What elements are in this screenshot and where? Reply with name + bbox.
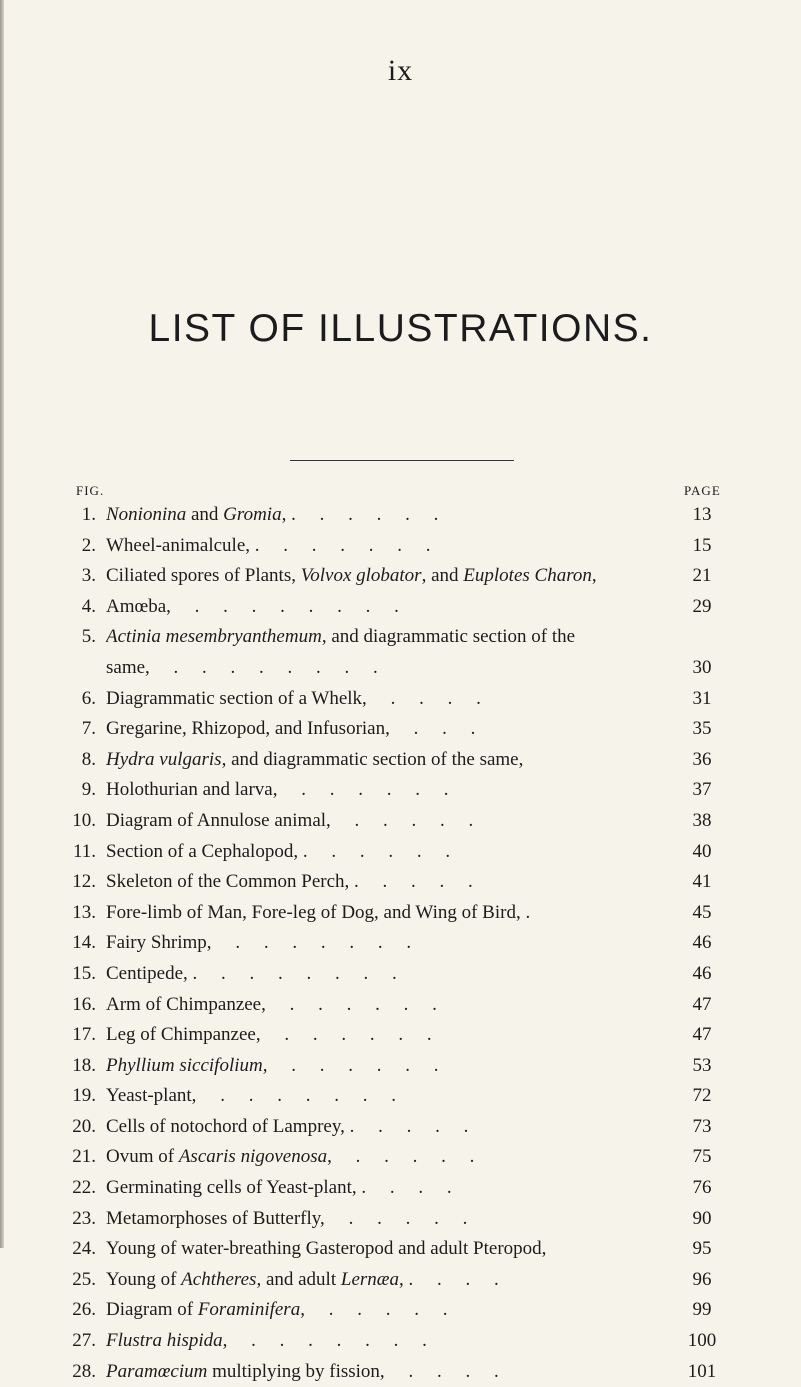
figure-number: 14. bbox=[72, 932, 96, 954]
fig-column-header: FIG. bbox=[76, 483, 105, 498]
page-reference: 46 bbox=[692, 932, 712, 954]
figure-number: 11. bbox=[72, 840, 96, 862]
figure-number: 25. bbox=[72, 1268, 96, 1290]
page-reference: 37 bbox=[692, 779, 712, 801]
leader-dots: . . . bbox=[389, 718, 476, 740]
figure-caption: Cells of notochord of Lamprey, . . . . . bbox=[106, 1115, 469, 1137]
page-reference: 47 bbox=[692, 993, 712, 1015]
list-item bbox=[0, 745, 801, 776]
figure-number: 26. bbox=[72, 1299, 96, 1321]
leader-dots: . bbox=[520, 901, 531, 923]
figure-number: 4. bbox=[81, 595, 96, 617]
page-reference: 13 bbox=[692, 504, 712, 525]
figure-number: 21. bbox=[72, 1146, 96, 1168]
list-item bbox=[0, 959, 801, 990]
page-column-header: PAGE bbox=[684, 483, 721, 498]
leader-dots: . . . . bbox=[384, 1360, 499, 1382]
figure-number: 28. bbox=[72, 1360, 96, 1382]
figure-caption: Young of Achtheres, and adult Lernæa, . . . . bbox=[106, 1268, 499, 1290]
list-item bbox=[0, 622, 801, 683]
page-reference: 90 bbox=[692, 1207, 712, 1229]
page-reference: 73 bbox=[692, 1115, 712, 1137]
leader-dots: . . . . . . bbox=[277, 779, 449, 801]
figure-number: 17. bbox=[72, 1024, 96, 1046]
list-item bbox=[0, 561, 801, 592]
figure-caption: Amœba, . . . . . . . . bbox=[106, 595, 399, 617]
leader-dots: . . . . . bbox=[304, 1299, 448, 1321]
list-item bbox=[0, 1051, 801, 1082]
page-reference: 76 bbox=[692, 1177, 712, 1199]
figure-caption: Diagrammatic section of a Whelk, . . . . bbox=[106, 687, 481, 709]
illustrations-list bbox=[0, 500, 801, 1387]
figure-caption: Leg of Chimpanzee, . . . . . . bbox=[106, 1024, 432, 1046]
page-reference: 36 bbox=[692, 748, 712, 770]
figure-number: 27. bbox=[72, 1330, 96, 1352]
list-item bbox=[0, 1142, 801, 1173]
figure-number: 5. bbox=[81, 626, 96, 648]
list-item bbox=[0, 1173, 801, 1204]
figure-caption: Metamorphoses of Butterfly, . . . . . bbox=[106, 1207, 468, 1229]
page-reference: 29 bbox=[692, 595, 712, 617]
leader-dots: . . . . . . bbox=[260, 1024, 432, 1046]
leader-dots: . . . . . . . . bbox=[187, 962, 397, 984]
leader-dots: . . . . . . . bbox=[250, 534, 431, 556]
list-item bbox=[0, 592, 801, 623]
figure-caption: Arm of Chimpanzee, . . . . . . bbox=[106, 993, 437, 1015]
figure-number: 2. bbox=[81, 534, 96, 556]
figure-caption: Ciliated spores of Plants, Volvox globator, and Euplotes Charon, bbox=[106, 565, 597, 587]
leader-dots: . . . . . bbox=[349, 871, 473, 893]
leader-dots: . . . . . . bbox=[267, 1054, 439, 1076]
figure-number: 9. bbox=[81, 779, 96, 801]
leader-dots: . . . . . . . bbox=[196, 1085, 396, 1107]
page-reference: 99 bbox=[692, 1299, 712, 1321]
figure-number: 10. bbox=[72, 809, 96, 831]
figure-caption: Fore-limb of Man, Fore-leg of Dog, and Wing of Bird, . bbox=[106, 901, 531, 923]
list-item bbox=[0, 1020, 801, 1051]
figure-caption-continued: same, . . . . . . . . bbox=[106, 656, 378, 678]
page-reference: 38 bbox=[692, 809, 712, 831]
figure-number: 24. bbox=[72, 1238, 96, 1260]
figure-caption: Ovum of Ascaris nigovenosa, . . . . . bbox=[106, 1146, 475, 1168]
figure-number: 15. bbox=[72, 962, 96, 984]
figure-caption: Wheel-animalcule, . . . . . . . bbox=[106, 534, 431, 556]
figure-caption: Paramœcium multiplying by fission, . . . . bbox=[106, 1360, 499, 1382]
figure-caption: Young of water-breathing Gasteropod and adult Pteropod, bbox=[106, 1238, 547, 1260]
page-reference: 40 bbox=[692, 840, 712, 862]
list-item bbox=[0, 531, 801, 562]
page-reference: 30 bbox=[692, 656, 712, 678]
leader-dots: . . . . . . . bbox=[227, 1330, 427, 1352]
leader-dots: . . . . . bbox=[344, 1115, 469, 1137]
figure-number: 20. bbox=[72, 1115, 96, 1137]
figure-number: 22. bbox=[72, 1177, 96, 1199]
list-item bbox=[0, 1234, 801, 1265]
page-reference: 21 bbox=[692, 565, 712, 587]
leader-dots: . . . . . . bbox=[265, 993, 437, 1015]
figure-caption: Holothurian and larva, . . . . . . bbox=[106, 779, 449, 801]
page-title: LIST OF ILLUSTRATIONS. bbox=[148, 307, 653, 350]
page-reference: 100 bbox=[687, 1330, 717, 1352]
figure-number: 16. bbox=[72, 993, 96, 1015]
list-item bbox=[0, 1326, 801, 1357]
figure-number: 12. bbox=[72, 871, 96, 893]
leader-dots: . . . . bbox=[356, 1177, 452, 1199]
leader-dots: . . . . . bbox=[330, 809, 474, 831]
leader-dots: . . . . . . . . bbox=[170, 595, 399, 617]
list-item bbox=[0, 1204, 801, 1235]
figure-caption: Yeast-plant, . . . . . . . bbox=[106, 1085, 396, 1107]
figure-number: 7. bbox=[81, 718, 96, 740]
list-item bbox=[0, 867, 801, 898]
list-item bbox=[0, 1081, 801, 1112]
page-reference: 96 bbox=[692, 1268, 712, 1290]
page-reference: 53 bbox=[692, 1054, 712, 1076]
figure-number: 13. bbox=[72, 901, 96, 923]
page-reference: 47 bbox=[692, 1024, 712, 1046]
figure-caption: Flustra hispida, . . . . . . . bbox=[106, 1330, 427, 1352]
list-item bbox=[0, 684, 801, 715]
figure-caption: Skeleton of the Common Perch, . . . . . bbox=[106, 871, 473, 893]
leader-dots: . . . . bbox=[366, 687, 481, 709]
leader-dots: . . . . . . bbox=[298, 840, 451, 862]
page-reference: 35 bbox=[692, 718, 712, 740]
leader-dots: . . . . . bbox=[324, 1207, 468, 1229]
figure-caption: Diagram of Foraminifera, . . . . . bbox=[106, 1299, 448, 1321]
figure-caption: Section of a Cephalopod, . . . . . . bbox=[106, 840, 451, 862]
figure-number: 23. bbox=[72, 1207, 96, 1229]
figure-caption: Gregarine, Rhizopod, and Infusorian, . . . bbox=[106, 718, 476, 740]
figure-caption: Centipede, . . . . . . . . bbox=[106, 962, 397, 984]
figure-number: 19. bbox=[72, 1085, 96, 1107]
figure-number: 1. bbox=[81, 504, 96, 525]
list-item bbox=[0, 928, 801, 959]
figure-caption: Nonionina and Gromia, . . . . . . bbox=[106, 504, 439, 525]
figure-caption: Diagram of Annulose animal, . . . . . bbox=[106, 809, 474, 831]
figure-number: 3. bbox=[81, 565, 96, 587]
leader-dots: . . . . bbox=[403, 1268, 499, 1290]
figure-number: 18. bbox=[72, 1054, 96, 1076]
page-reference: 45 bbox=[692, 901, 712, 923]
list-item bbox=[0, 837, 801, 868]
list-item bbox=[0, 1295, 801, 1326]
page-reference: 95 bbox=[692, 1238, 712, 1260]
figure-caption: Fairy Shrimp, . . . . . . . bbox=[106, 932, 412, 954]
figure-caption: Hydra vulgaris, and diagrammatic section of the same, bbox=[106, 748, 524, 770]
figure-number: 6. bbox=[81, 687, 96, 709]
page-reference: 75 bbox=[692, 1146, 712, 1168]
leader-dots: . . . . . bbox=[331, 1146, 475, 1168]
list-item bbox=[0, 500, 801, 531]
title-divider bbox=[290, 460, 514, 461]
list-item bbox=[0, 714, 801, 745]
list-item bbox=[0, 775, 801, 806]
list-item bbox=[0, 806, 801, 837]
page-reference: 31 bbox=[692, 687, 712, 709]
leader-dots: . . . . . . bbox=[286, 504, 439, 525]
figure-caption: Germinating cells of Yeast-plant, . . . . bbox=[106, 1177, 452, 1199]
page-reference: 46 bbox=[692, 962, 712, 984]
list-item bbox=[0, 898, 801, 929]
page-reference: 101 bbox=[687, 1360, 717, 1382]
page-reference: 41 bbox=[692, 871, 712, 893]
list-item bbox=[0, 1265, 801, 1296]
page-number: ix bbox=[387, 54, 414, 87]
figure-caption: Actinia mesembryanthemum, and diagrammatic section of the bbox=[106, 626, 576, 648]
list-item bbox=[0, 990, 801, 1021]
page-reference: 72 bbox=[692, 1085, 712, 1107]
list-item bbox=[0, 1357, 801, 1387]
leader-dots: . . . . . . . bbox=[211, 932, 412, 954]
figure-number: 8. bbox=[81, 748, 96, 770]
page-reference: 15 bbox=[692, 534, 712, 556]
list-item bbox=[0, 1112, 801, 1143]
figure-caption: Phyllium siccifolium, . . . . . . bbox=[106, 1054, 439, 1076]
